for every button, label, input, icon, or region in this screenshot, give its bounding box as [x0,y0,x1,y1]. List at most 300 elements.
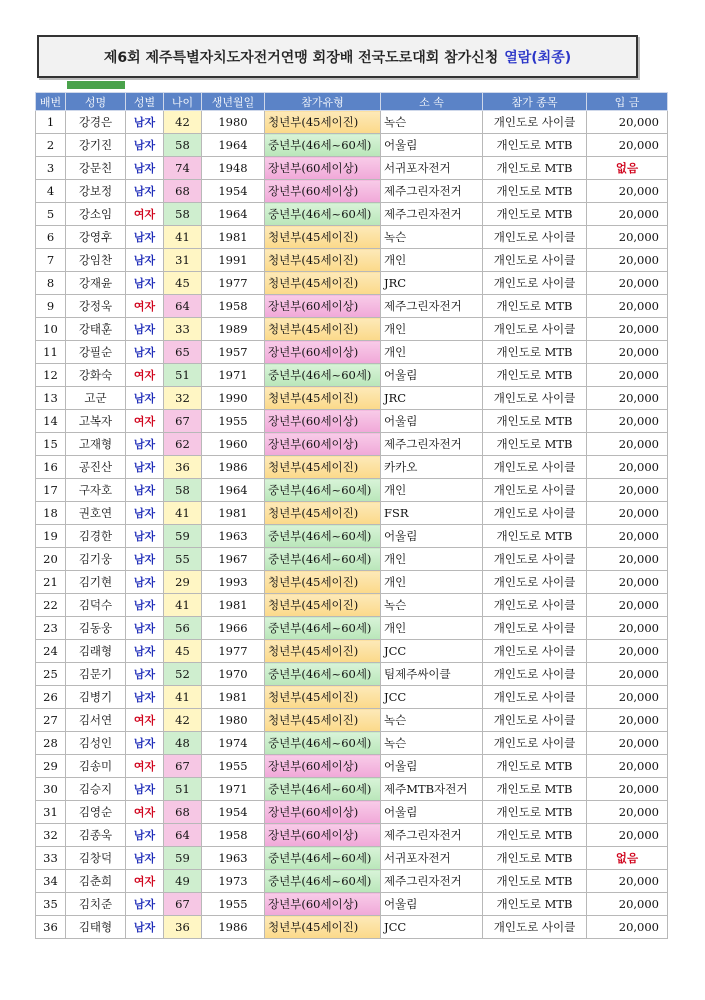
table-row [36,824,668,847]
cell-age: 64 [164,824,202,847]
table-row [36,203,668,226]
col-header-affiliation: 소 속 [381,93,483,111]
cell-affiliation: 어울림 [381,801,483,824]
cell-number: 15 [36,433,66,456]
table-row [36,847,668,870]
table-row [36,456,668,479]
cell-event: 개인도로 사이클 [483,571,587,594]
cell-birth-year: 1971 [202,778,265,801]
cell-number: 1 [36,111,66,134]
sheet-tab-indicator [67,81,125,89]
cell-category: 청년부(45세이진) [265,318,381,341]
cell-event: 개인도로 MTB [483,824,587,847]
cell-name: 고군 [66,387,126,410]
cell-gender: 남자 [126,226,164,249]
cell-affiliation: 녹슨 [381,111,483,134]
title-highlight: 열람(최종) [504,49,572,66]
cell-age: 67 [164,410,202,433]
cell-birth-year: 1981 [202,686,265,709]
cell-birth-year: 1977 [202,640,265,663]
cell-category: 청년부(45세이진) [265,456,381,479]
cell-event: 개인도로 사이클 [483,479,587,502]
cell-payment: 20,000 [587,916,668,939]
table-row [36,617,668,640]
cell-event: 개인도로 MTB [483,755,587,778]
cell-age: 29 [164,571,202,594]
table-row [36,640,668,663]
cell-gender: 남자 [126,502,164,525]
cell-payment: 20,000 [587,249,668,272]
cell-category: 중년부(46세~60세) [265,617,381,640]
cell-payment: 20,000 [587,226,668,249]
cell-name: 강재윤 [66,272,126,295]
cell-birth-year: 1967 [202,548,265,571]
col-header-event: 참가 종목 [483,93,587,111]
cell-gender: 남자 [126,387,164,410]
cell-birth-year: 1986 [202,916,265,939]
cell-payment: 20,000 [587,111,668,134]
cell-birth-year: 1954 [202,801,265,824]
cell-event: 개인도로 사이클 [483,272,587,295]
cell-payment: 20,000 [587,548,668,571]
cell-category: 중년부(46세~60세) [265,203,381,226]
cell-name: 강소임 [66,203,126,226]
cell-birth-year: 1980 [202,709,265,732]
cell-affiliation: 개인 [381,341,483,364]
cell-event: 개인도로 MTB [483,847,587,870]
table-row [36,134,668,157]
cell-affiliation: 개인 [381,571,483,594]
cell-category: 중년부(46세~60세) [265,870,381,893]
cell-number: 2 [36,134,66,157]
cell-number: 32 [36,824,66,847]
cell-name: 김기웅 [66,548,126,571]
cell-name: 강정욱 [66,295,126,318]
cell-event: 개인도로 MTB [483,180,587,203]
cell-birth-year: 1980 [202,111,265,134]
cell-category: 청년부(45세이진) [265,387,381,410]
cell-category: 청년부(45세이진) [265,916,381,939]
cell-payment: 20,000 [587,364,668,387]
cell-number: 13 [36,387,66,410]
cell-number: 35 [36,893,66,916]
cell-event: 개인도로 MTB [483,134,587,157]
cell-event: 개인도로 사이클 [483,916,587,939]
cell-affiliation: 제주그린자전거 [381,824,483,847]
cell-number: 12 [36,364,66,387]
table-row [36,341,668,364]
cell-number: 4 [36,180,66,203]
cell-payment: 20,000 [587,801,668,824]
cell-category: 중년부(46세~60세) [265,364,381,387]
cell-category: 장년부(60세이상) [265,801,381,824]
cell-affiliation: JRC [381,387,483,410]
cell-birth-year: 1964 [202,134,265,157]
cell-gender: 남자 [126,548,164,571]
cell-birth-year: 1960 [202,433,265,456]
table-row [36,709,668,732]
table-row [36,180,668,203]
cell-category: 청년부(45세이진) [265,226,381,249]
cell-birth-year: 1963 [202,525,265,548]
cell-gender: 여자 [126,755,164,778]
cell-age: 49 [164,870,202,893]
table-row [36,870,668,893]
cell-event: 개인도로 사이클 [483,640,587,663]
cell-gender: 여자 [126,801,164,824]
table-row [36,111,668,134]
cell-event: 개인도로 사이클 [483,111,587,134]
cell-gender: 여자 [126,364,164,387]
cell-category: 청년부(45세이진) [265,709,381,732]
cell-affiliation: 어울림 [381,755,483,778]
cell-name: 김창덕 [66,847,126,870]
cell-gender: 남자 [126,893,164,916]
cell-age: 51 [164,778,202,801]
cell-birth-year: 1971 [202,364,265,387]
cell-age: 55 [164,548,202,571]
cell-gender: 남자 [126,249,164,272]
cell-name: 김승지 [66,778,126,801]
cell-affiliation: 어울림 [381,410,483,433]
cell-payment: 20,000 [587,640,668,663]
cell-payment: 20,000 [587,870,668,893]
cell-affiliation: 개인 [381,318,483,341]
cell-number: 7 [36,249,66,272]
cell-category: 장년부(60세이상) [265,180,381,203]
cell-number: 33 [36,847,66,870]
cell-event: 개인도로 MTB [483,893,587,916]
cell-name: 김경한 [66,525,126,548]
cell-category: 중년부(46세~60세) [265,847,381,870]
cell-name: 강태훈 [66,318,126,341]
cell-number: 29 [36,755,66,778]
cell-gender: 남자 [126,617,164,640]
cell-event: 개인도로 사이클 [483,548,587,571]
cell-affiliation: 제주MTB자전거 [381,778,483,801]
cell-birth-year: 1955 [202,893,265,916]
cell-gender: 남자 [126,157,164,180]
cell-event: 개인도로 MTB [483,341,587,364]
cell-birth-year: 1986 [202,456,265,479]
cell-gender: 여자 [126,203,164,226]
cell-payment: 없음 [587,847,668,870]
cell-age: 31 [164,249,202,272]
cell-payment: 20,000 [587,525,668,548]
cell-age: 42 [164,111,202,134]
cell-gender: 남자 [126,778,164,801]
cell-event: 개인도로 사이클 [483,456,587,479]
cell-age: 42 [164,709,202,732]
cell-age: 41 [164,226,202,249]
cell-number: 22 [36,594,66,617]
cell-affiliation: 어울림 [381,364,483,387]
cell-number: 30 [36,778,66,801]
cell-age: 56 [164,617,202,640]
cell-age: 64 [164,295,202,318]
cell-name: 김서연 [66,709,126,732]
cell-payment: 20,000 [587,456,668,479]
cell-age: 67 [164,893,202,916]
col-header-payment: 입 금 [587,93,668,111]
cell-age: 36 [164,456,202,479]
cell-gender: 남자 [126,456,164,479]
cell-gender: 여자 [126,295,164,318]
cell-category: 장년부(60세이상) [265,341,381,364]
cell-payment: 20,000 [587,686,668,709]
cell-number: 14 [36,410,66,433]
cell-gender: 남자 [126,663,164,686]
cell-name: 김송미 [66,755,126,778]
cell-age: 52 [164,663,202,686]
cell-age: 62 [164,433,202,456]
cell-category: 중년부(46세~60세) [265,548,381,571]
table-row [36,686,668,709]
table-row [36,272,668,295]
table-row [36,778,668,801]
cell-age: 33 [164,318,202,341]
cell-name: 공진산 [66,456,126,479]
cell-payment: 20,000 [587,893,668,916]
cell-name: 고재형 [66,433,126,456]
cell-number: 19 [36,525,66,548]
cell-number: 3 [36,157,66,180]
cell-payment: 20,000 [587,295,668,318]
cell-event: 개인도로 사이클 [483,318,587,341]
cell-name: 강화숙 [66,364,126,387]
cell-payment: 20,000 [587,778,668,801]
table-row [36,433,668,456]
cell-name: 김영순 [66,801,126,824]
cell-payment: 20,000 [587,272,668,295]
cell-name: 김래형 [66,640,126,663]
cell-name: 김춘희 [66,870,126,893]
cell-category: 청년부(45세이진) [265,249,381,272]
cell-payment: 20,000 [587,571,668,594]
cell-number: 20 [36,548,66,571]
cell-category: 장년부(60세이상) [265,433,381,456]
cell-gender: 여자 [126,709,164,732]
cell-birth-year: 1954 [202,180,265,203]
cell-event: 개인도로 사이클 [483,663,587,686]
cell-number: 31 [36,801,66,824]
cell-name: 강임찬 [66,249,126,272]
cell-category: 장년부(60세이상) [265,295,381,318]
cell-payment: 20,000 [587,663,668,686]
cell-birth-year: 1991 [202,249,265,272]
cell-number: 34 [36,870,66,893]
cell-birth-year: 1981 [202,502,265,525]
cell-affiliation: 제주그린자전거 [381,180,483,203]
cell-number: 21 [36,571,66,594]
cell-affiliation: 카카오 [381,456,483,479]
cell-age: 58 [164,479,202,502]
cell-number: 26 [36,686,66,709]
cell-birth-year: 1964 [202,479,265,502]
table-row [36,226,668,249]
cell-birth-year: 1955 [202,410,265,433]
cell-affiliation: 제주그린자전거 [381,295,483,318]
cell-name: 강보정 [66,180,126,203]
cell-event: 개인도로 사이클 [483,709,587,732]
cell-affiliation: 어울림 [381,893,483,916]
cell-birth-year: 1973 [202,870,265,893]
cell-affiliation: 제주그린자전거 [381,870,483,893]
cell-payment: 20,000 [587,594,668,617]
cell-age: 58 [164,203,202,226]
cell-gender: 남자 [126,916,164,939]
cell-affiliation: 어울림 [381,525,483,548]
cell-gender: 남자 [126,594,164,617]
cell-gender: 남자 [126,341,164,364]
cell-payment: 20,000 [587,180,668,203]
cell-name: 김병기 [66,686,126,709]
table-row [36,364,668,387]
cell-name: 강기진 [66,134,126,157]
cell-affiliation: JCC [381,640,483,663]
cell-category: 청년부(45세이진) [265,686,381,709]
cell-event: 개인도로 MTB [483,801,587,824]
cell-age: 67 [164,755,202,778]
cell-gender: 남자 [126,824,164,847]
cell-gender: 여자 [126,410,164,433]
cell-affiliation: 개인 [381,479,483,502]
cell-category: 청년부(45세이진) [265,502,381,525]
cell-category: 중년부(46세~60세) [265,479,381,502]
cell-number: 10 [36,318,66,341]
cell-affiliation: 녹슨 [381,709,483,732]
cell-affiliation: FSR [381,502,483,525]
cell-name: 강필순 [66,341,126,364]
cell-number: 24 [36,640,66,663]
cell-affiliation: JCC [381,686,483,709]
cell-number: 9 [36,295,66,318]
cell-event: 개인도로 사이클 [483,502,587,525]
cell-category: 중년부(46세~60세) [265,134,381,157]
cell-event: 개인도로 사이클 [483,732,587,755]
cell-number: 17 [36,479,66,502]
cell-name: 권호연 [66,502,126,525]
cell-event: 개인도로 사이클 [483,226,587,249]
table-row [36,594,668,617]
cell-affiliation: 서귀포자전거 [381,847,483,870]
cell-name: 강영후 [66,226,126,249]
cell-gender: 남자 [126,686,164,709]
cell-name: 김문기 [66,663,126,686]
cell-gender: 남자 [126,847,164,870]
cell-payment: 20,000 [587,318,668,341]
cell-birth-year: 1963 [202,847,265,870]
cell-payment: 20,000 [587,755,668,778]
cell-number: 6 [36,226,66,249]
cell-birth-year: 1981 [202,226,265,249]
cell-number: 11 [36,341,66,364]
table-row [36,410,668,433]
cell-category: 청년부(45세이진) [265,111,381,134]
cell-gender: 남자 [126,732,164,755]
cell-gender: 남자 [126,571,164,594]
cell-number: 8 [36,272,66,295]
table-row [36,295,668,318]
cell-age: 74 [164,157,202,180]
table-row [36,571,668,594]
cell-affiliation: JRC [381,272,483,295]
col-header-birth-year: 생년월일 [202,93,265,111]
cell-affiliation: 서귀포자전거 [381,157,483,180]
cell-gender: 남자 [126,180,164,203]
cell-name: 김성인 [66,732,126,755]
cell-category: 중년부(46세~60세) [265,732,381,755]
cell-name: 구자호 [66,479,126,502]
cell-name: 김치준 [66,893,126,916]
table-row [36,525,668,548]
table-header-row [36,93,668,111]
cell-birth-year: 1977 [202,272,265,295]
cell-number: 36 [36,916,66,939]
table-row [36,479,668,502]
cell-number: 16 [36,456,66,479]
cell-payment: 없음 [587,157,668,180]
title-main: 제6회 제주특별자치도자전거연맹 회장배 전국도로대회 참가신청 [103,49,499,66]
cell-gender: 남자 [126,318,164,341]
cell-event: 개인도로 사이클 [483,617,587,640]
cell-category: 장년부(60세이상) [265,824,381,847]
col-header-category: 참가유형 [265,93,381,111]
cell-event: 개인도로 MTB [483,870,587,893]
cell-payment: 20,000 [587,203,668,226]
cell-age: 51 [164,364,202,387]
cell-affiliation: 팀제주싸이클 [381,663,483,686]
cell-category: 장년부(60세이상) [265,157,381,180]
cell-number: 18 [36,502,66,525]
cell-payment: 20,000 [587,709,668,732]
table-row [36,548,668,571]
cell-affiliation: 개인 [381,548,483,571]
cell-affiliation: 녹슨 [381,226,483,249]
cell-category: 장년부(60세이상) [265,893,381,916]
cell-gender: 남자 [126,640,164,663]
cell-birth-year: 1970 [202,663,265,686]
cell-birth-year: 1974 [202,732,265,755]
cell-birth-year: 1981 [202,594,265,617]
cell-category: 중년부(46세~60세) [265,663,381,686]
table-row [36,502,668,525]
table-row [36,893,668,916]
cell-gender: 남자 [126,479,164,502]
cell-category: 청년부(45세이진) [265,594,381,617]
table-row [36,801,668,824]
cell-age: 59 [164,525,202,548]
cell-age: 59 [164,847,202,870]
table-row [36,663,668,686]
cell-number: 25 [36,663,66,686]
cell-age: 41 [164,502,202,525]
cell-birth-year: 1990 [202,387,265,410]
col-header-gender: 성별 [126,93,164,111]
cell-payment: 20,000 [587,387,668,410]
cell-payment: 20,000 [587,732,668,755]
cell-birth-year: 1957 [202,341,265,364]
cell-birth-year: 1948 [202,157,265,180]
cell-age: 32 [164,387,202,410]
cell-birth-year: 1993 [202,571,265,594]
cell-event: 개인도로 사이클 [483,594,587,617]
cell-age: 68 [164,801,202,824]
cell-gender: 남자 [126,111,164,134]
col-header-age: 나이 [164,93,202,111]
registration-table [35,92,668,939]
cell-event: 개인도로 MTB [483,203,587,226]
